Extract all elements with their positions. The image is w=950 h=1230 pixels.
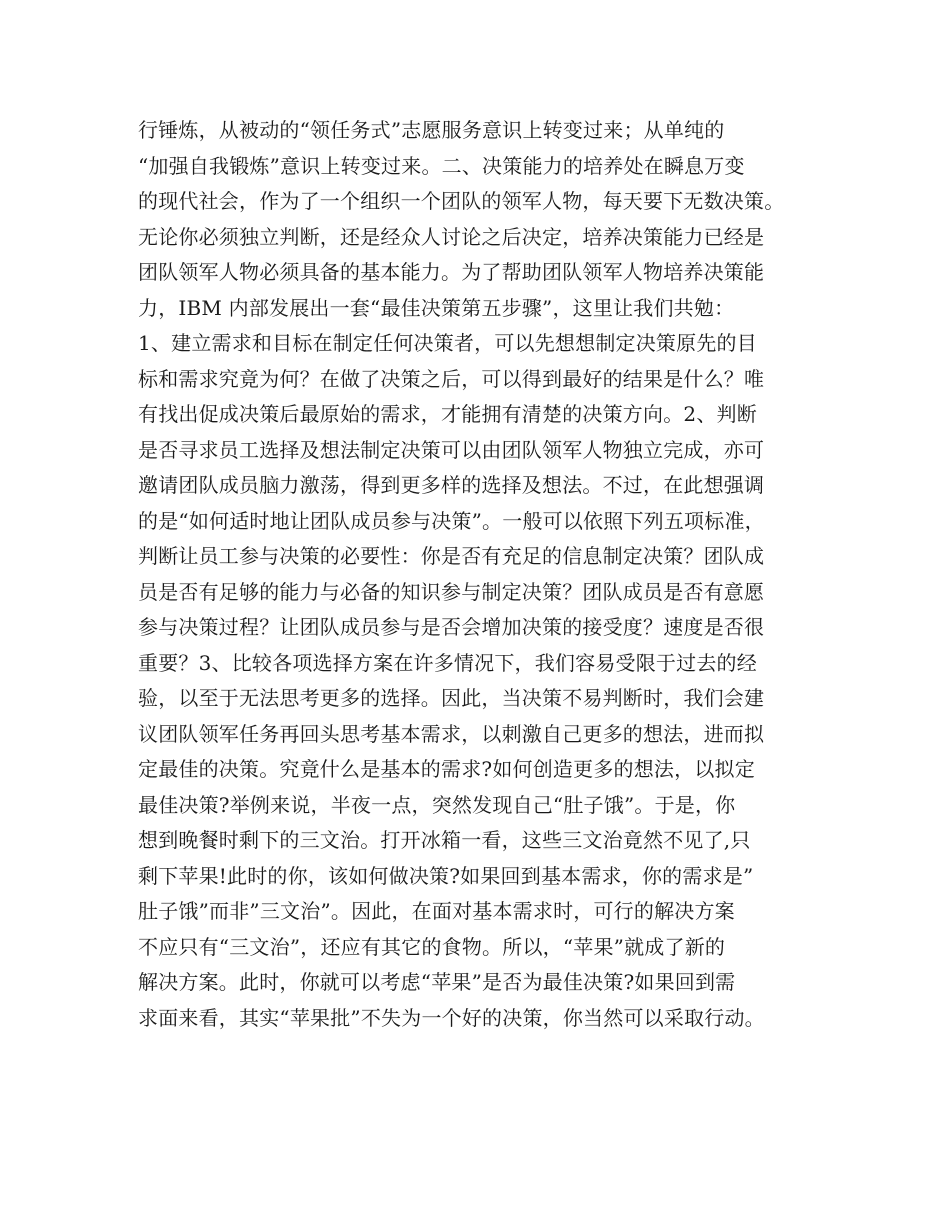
text-line: “加强自我锻炼”意识上转变过来。二、决策能力的培养处在瞬息万变 (138, 153, 745, 178)
text-line: 不应只有“三文治”，还应有其它的食物。所以，“苹果”就成了新的 (138, 934, 726, 959)
text-line: 团队领军人物必须具备的基本能力。为了帮助团队领军人物培养决策能 (138, 260, 765, 284)
text-line: 无论你必须独立判断，还是经众人讨论之后决定，培养决策能力已经是 (138, 224, 765, 249)
text-line: 定最佳的决策。究竟什么是基本的需求?如何创造更多的想法，以拟定 (138, 757, 755, 781)
text-line: 员是否有足够的能力与必备的知识参与制定决策？团队成员是否有意愿 (138, 579, 765, 604)
text-line: 的现代社会，作为了一个组织一个团队的领军人物，每天要下无数决策。 (138, 189, 785, 213)
text-line: 是否寻求员工选择及想法制定决策可以由团队领军人物独立完成，亦可 (138, 437, 765, 462)
text-line: 最佳决策?举例来说，半夜一点，突然发现自己“肚子饿”。于是，你 (138, 792, 736, 817)
text-line: 行锤炼，从被动的“领任务式”志愿服务意识上转变过来；从单纯的 (138, 118, 725, 142)
text-line: 参与决策过程？让团队成员参与是否会增加决策的接受度？速度是否很 (138, 615, 765, 639)
text-line: 验，以至于无法思考更多的选择。因此，当决策不易判断时，我们会建 (138, 686, 765, 710)
text-line: 的是“如何适时地让团队成员参与决策”。一般可以依照下列五项标准， (138, 508, 765, 533)
text-line: 肚子饿”而非”三文治”。因此，在面对基本需求时，可行的解决方案 (138, 899, 735, 923)
text-line: 重要？3、比较各项选择方案在许多情况下，我们容易受限于过去的经 (138, 650, 757, 675)
text-line: 解决方案。此时，你就可以考虑“苹果”是否为最佳决策?如果回到需 (138, 970, 736, 994)
text-line: 想到晚餐时剩下的三文治。打开冰箱一看，这些三文治竟然不见了,只 (138, 828, 751, 852)
text-line: 邀请团队成员脑力激荡，得到更多样的选择及想法。不过，在此想强调 (138, 473, 765, 497)
text-line: 求面来看，其实“苹果批”不失为一个好的决策，你当然可以采取行动。 (138, 1005, 765, 1030)
text-line: 判断让员工参与决策的必要性：你是否有充足的信息制定决策？团队成 (138, 544, 765, 568)
text-line: 有找出促成决策后最原始的需求，才能拥有清楚的决策方向。2、判断 (138, 402, 757, 426)
text-line: 剩下苹果!此时的你，该如何做决策?如果回到基本需求，你的需求是” (138, 863, 754, 888)
text-line: 议团队领军任务再回头思考基本需求，以刺激自己更多的想法，进而拟 (138, 721, 765, 746)
text-line: 标和需求究竟为何？在做了决策之后，可以得到最好的结果是什么？唯 (138, 366, 765, 391)
body-text (138, 113, 838, 1036)
text-line: 力，IBM 内部发展出一套“最佳决策第五步骤”，这里让我们共勉： (138, 295, 735, 320)
text-line: 1、建立需求和目标在制定任何决策者，可以先想想制定决策原先的目 (138, 331, 757, 355)
